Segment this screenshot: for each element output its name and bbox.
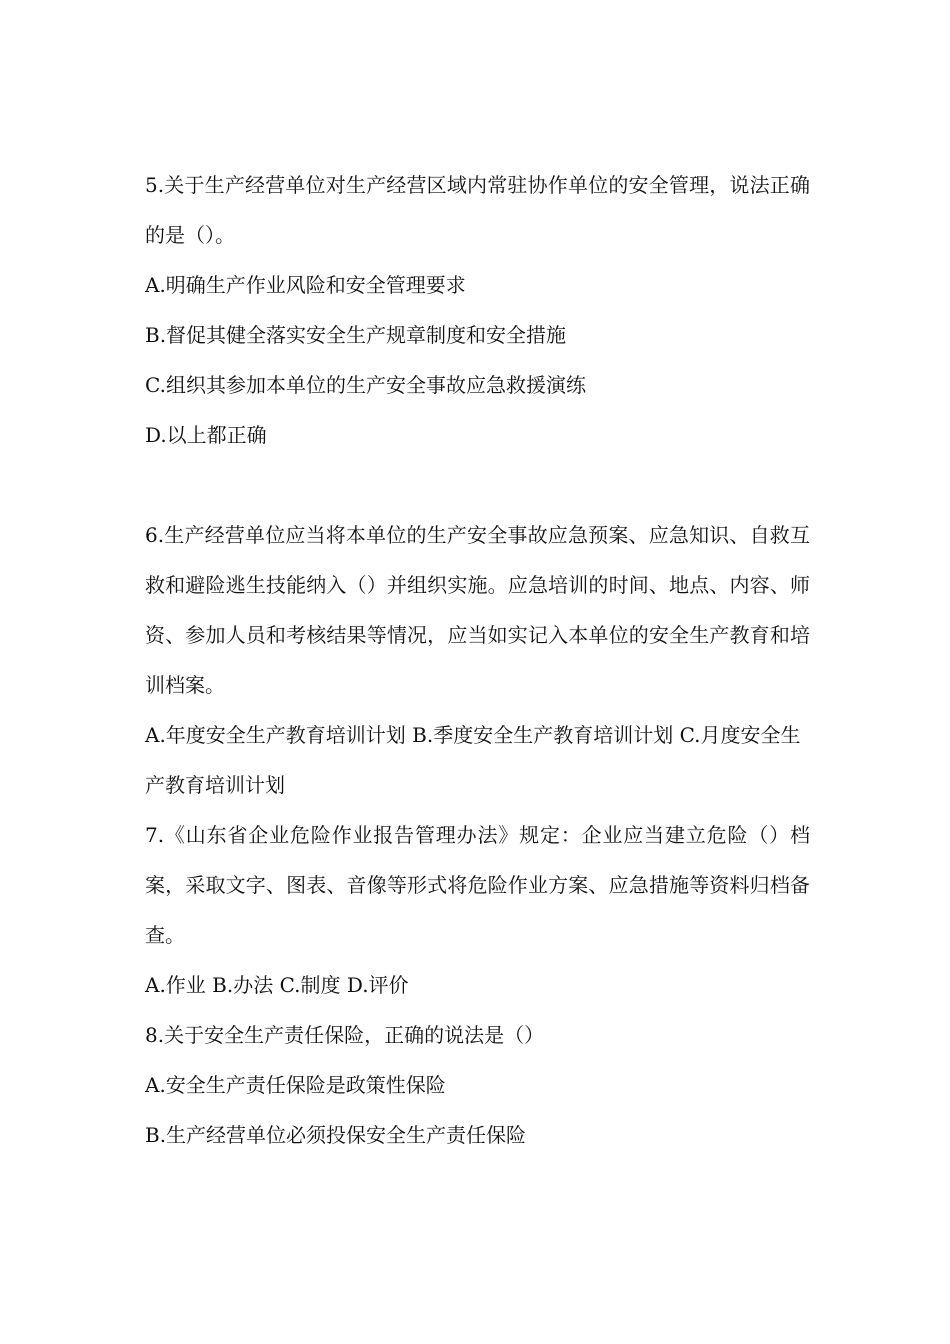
option-a: A.安全生产责任保险是政策性保险 xyxy=(145,1073,446,1097)
question-5 xyxy=(145,160,810,460)
question-8 xyxy=(145,1010,810,1160)
option-b: B.督促其健全落实安全生产规章制度和安全措施 xyxy=(145,323,567,347)
spacer xyxy=(145,460,810,510)
option-d: D.以上都正确 xyxy=(145,423,267,447)
document-content xyxy=(145,160,810,1160)
question-text: 7.《山东省企业危险作业报告管理办法》规定：企业应当建立危险（）档案，采取文字、图表、音像等形式将危险作业方案、应急措施等资料归档备查。 xyxy=(145,823,810,947)
question-7 xyxy=(145,810,810,1010)
question-text: 5.关于生产经营单位对生产经营区域内常驻协作单位的安全管理，说法正确的是（）。 xyxy=(145,173,810,247)
option-c: C.组织其参加本单位的生产安全事故应急救援演练 xyxy=(145,373,586,397)
question-text: 6.生产经营单位应当将本单位的生产安全事故应急预案、应急知识、自救互救和避险逃生技能纳入（）并组织实施。应急培训的时间、地点、内容、师资、参加人员和考核结果等情况，应当如实记入本单位的安全生产教育和培训档案。 xyxy=(145,523,810,697)
option-b: B.生产经营单位必须投保安全生产责任保险 xyxy=(145,1123,527,1147)
question-6 xyxy=(145,510,810,810)
question-text: 8.关于安全生产责任保险，正确的说法是（） xyxy=(145,1023,545,1047)
option-a: A.明确生产作业风险和安全管理要求 xyxy=(145,273,466,297)
option-line: A.作业 B.办法 C.制度 D.评价 xyxy=(145,973,409,997)
option-line: A.年度安全生产教育培训计划 B.季度安全生产教育培训计划 C.月度安全生产教育培训计划 xyxy=(145,723,801,797)
